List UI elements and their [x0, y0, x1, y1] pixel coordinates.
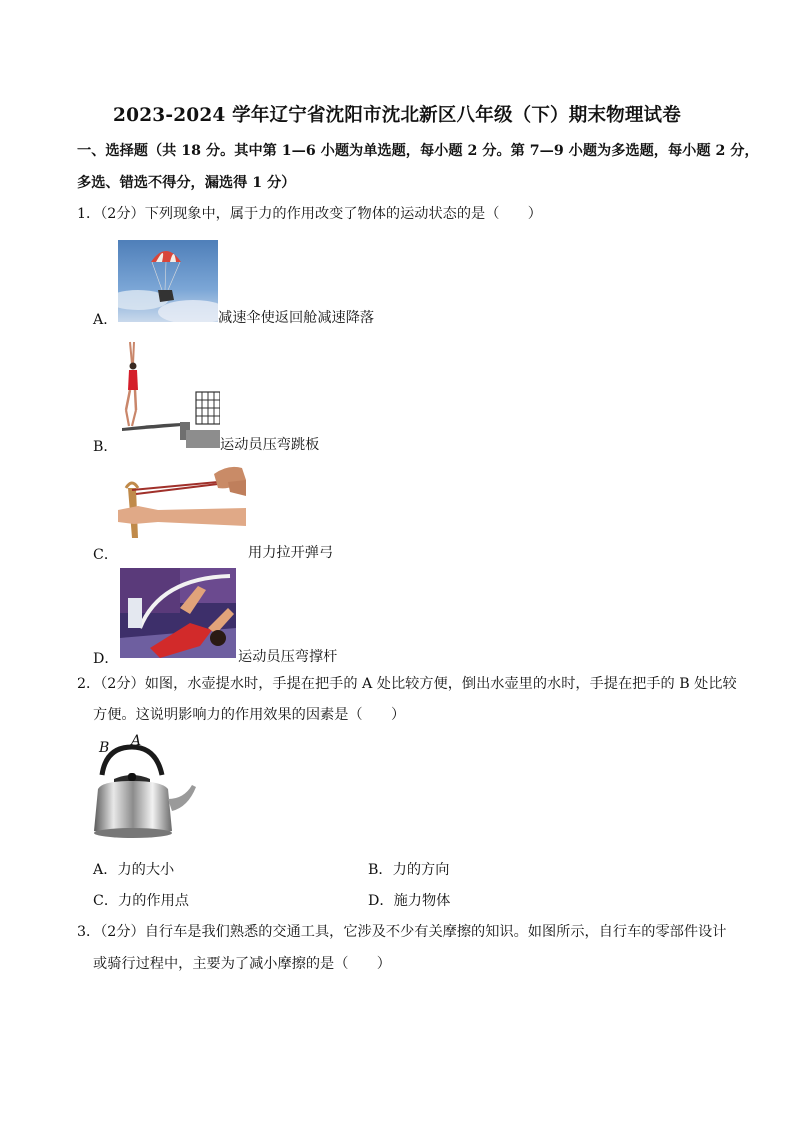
q1-option-b-letter: B．: [93, 439, 118, 455]
q2-option-a: [93, 860, 174, 880]
q2-option-b: [368, 860, 449, 880]
page-title: 2023-2024 学年辽宁省沈阳市沈北新区八年级（下）期末物理试卷: [113, 105, 681, 126]
diver-springboard-image: [118, 338, 220, 448]
q2-option-d-text: 施力物体: [393, 893, 451, 909]
question-1-stem: 1．（2分）下列现象中，属于力的作用改变了物体的运动状态的是（ ）: [77, 206, 542, 222]
question-2-stem-line2: 方便。这说明影响力的作用效果的因素是（ ）: [93, 707, 406, 723]
q2-option-b-letter: B．: [368, 862, 393, 878]
q1-option-c-letter: C．: [93, 547, 119, 563]
kettle-label-b: B: [99, 740, 110, 756]
q1-option-c-text: 用力拉开弹弓: [248, 545, 334, 561]
kettle-label-a: A: [131, 733, 142, 749]
question-2-stem-line1: 2．（2分）如图，水壶提水时，手提在把手的 A 处比较方便，倒出水壶里的水时，手提在把手的 B 处比较: [77, 676, 737, 692]
question-3-stem-line1: 3．（2分）自行车是我们熟悉的交通工具，它涉及不少有关摩擦的知识。如图所示，自行车的零部件设计: [77, 924, 727, 940]
slingshot-image: [118, 460, 246, 540]
q1-option-a-text: 减速伞使返回舱减速降落: [218, 310, 375, 326]
q1-option-a-letter: A．: [93, 312, 118, 328]
q1-option-b-text: 运动员压弯跳板: [220, 437, 320, 453]
q2-option-a-text: 力的大小: [117, 862, 175, 878]
pole-vault-image: [120, 568, 236, 658]
q2-option-d: [368, 891, 450, 911]
q2-option-c-text: 力的作用点: [118, 893, 189, 909]
q2-option-a-letter: A．: [93, 862, 118, 878]
q1-option-d-text: 运动员压弯撑杆: [238, 649, 338, 665]
parachute-capsule-image: [118, 240, 218, 322]
section-header-line2: 多选、错选不得分，漏选得 1 分）: [77, 175, 296, 191]
q2-option-b-text: 力的方向: [392, 862, 450, 878]
question-3-stem-line2: 或骑行过程中，主要为了减小摩擦的是（ ）: [93, 956, 391, 972]
q2-option-c-letter: C．: [93, 893, 119, 909]
q2-option-d-letter: D．: [368, 893, 394, 909]
q1-option-d-letter: D．: [93, 651, 119, 667]
q2-option-c: [93, 891, 189, 911]
section-header-line1: 一、选择题（共 18 分。其中第 1—6 小题为单选题，每小题 2 分。第 7—9 小题为多选题，每小题 2 分，: [77, 143, 759, 159]
